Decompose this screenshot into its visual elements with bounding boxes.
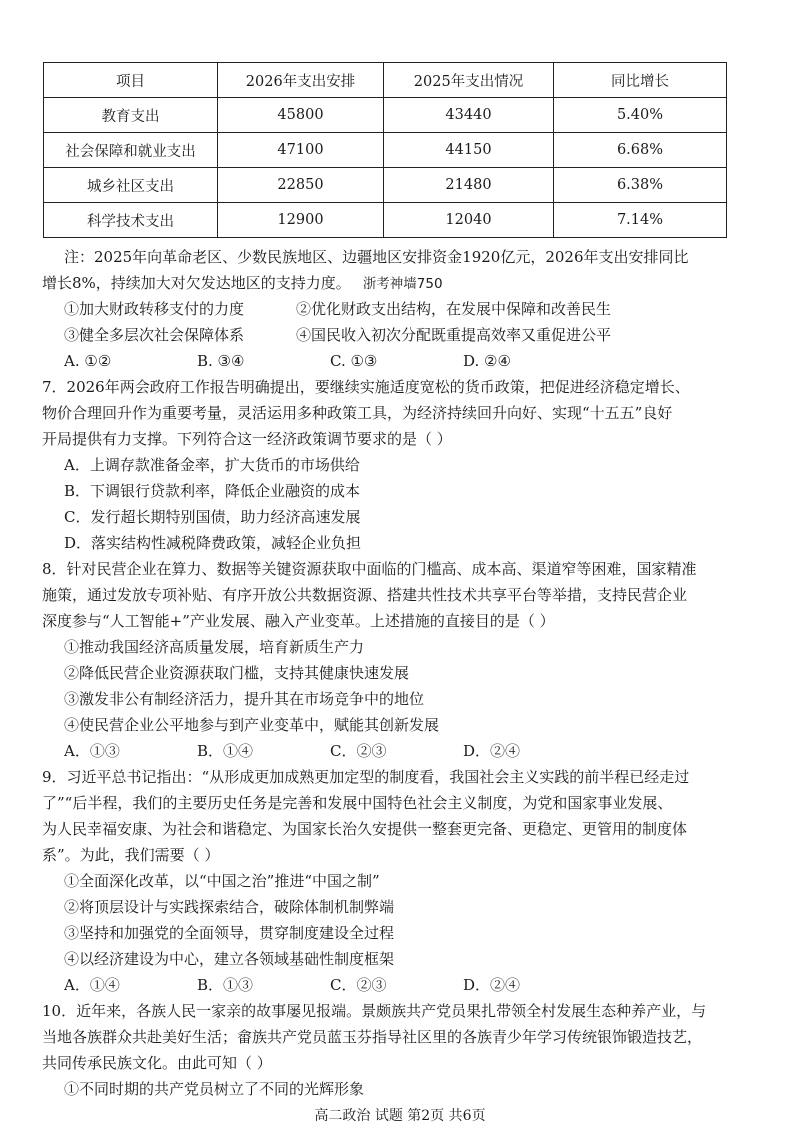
option-item: ③坚持和加强党的全面领导，贯穿制度建设全过程 (64, 924, 395, 942)
q7-stem-line: 开局提供有力支撑。下列符合这一经济政策调节要求的是（ ） (42, 430, 452, 448)
choice-a[interactable]: A．上调存款准备金率，扩大货币的市场供给 (64, 456, 360, 474)
header-cell: 2026年支出安排 (218, 63, 384, 98)
choice-b[interactable]: B．下调银行贷款利率，降低企业融资的成本 (64, 482, 361, 500)
choice-d[interactable]: D．②④ (463, 742, 521, 760)
header-cell: 同比增长 (554, 63, 727, 98)
table-cell: 47100 (218, 133, 384, 168)
table-note-line (42, 270, 760, 297)
q6-option-row (64, 322, 611, 348)
q9-stem-line: 9．习近平总书记指出：“从形成更加成熟更加定型的制度看，我国社会主义实践的前半程已经走过 (42, 768, 690, 786)
table-cell: 45800 (218, 98, 384, 133)
q8-stem-line: 8．针对民营企业在算力、数据等关键资源获取中面临的门槛高、成本高、渠道窄等困难，国家精准 (42, 560, 697, 578)
option-item: ③激发非公有制经济活力，提升其在市场竞争中的地位 (64, 690, 425, 708)
choice-d[interactable]: D．②④ (463, 976, 521, 994)
choice-c[interactable]: C. ①③ (330, 352, 378, 370)
q9-stem-line: 系”。为此，我们需要（ ） (42, 846, 220, 864)
option-item: ①不同时期的共产党员树立了不同的光辉形象 (64, 1080, 365, 1098)
header-cell: 项目 (44, 63, 218, 98)
option-item: ②降低民营企业资源获取门槛，支持其健康快速发展 (64, 664, 410, 682)
q6-option-row (64, 296, 611, 322)
option-item: ③健全多层次社会保障体系 (64, 326, 245, 344)
q6-choices (64, 348, 596, 374)
table-row (44, 203, 727, 238)
choice-b[interactable]: B. ③④ (197, 352, 245, 370)
table-row (44, 98, 727, 133)
table-cell: 12040 (384, 203, 554, 238)
q8-stem-line: 深度参与“人工智能+”产业发展、融入产业变革。上述措施的直接目的是（ ） (42, 612, 555, 630)
q9-stem-line: 了”“后半程，我们的主要历史任务是完善和发展中国特色社会主义制度，为党和国家事业发展、 (42, 794, 673, 812)
q8-choices (64, 738, 596, 764)
choice-d[interactable]: D．落实结构性减税降费政策，减轻企业负担 (64, 534, 362, 552)
choice-c[interactable]: C．②③ (330, 976, 387, 994)
header-cell: 2025年支出情况 (384, 63, 554, 98)
q8-stem-line: 施策，通过发放专项补贴、有序开放公共数据资源、搭建共性技术共享平台等举措，支持民营企业 (42, 586, 688, 604)
table-note-text: 增长8%，持续加大对欠发达地区的支持力度。 (42, 274, 351, 292)
table-cell: 21480 (384, 168, 554, 203)
table-cell: 城乡社区支出 (44, 168, 218, 203)
table-cell: 12900 (218, 203, 384, 238)
choice-a[interactable]: A．①③ (64, 742, 120, 760)
choice-b[interactable]: B．①④ (197, 742, 254, 760)
q9-stem-line: 为人民幸福安康、为社会和谐稳定、为国家长治久安提供一整套更完备、更稳定、更管用的制度体 (42, 820, 688, 838)
table-row (44, 133, 727, 168)
table-cell: 6.38% (554, 168, 727, 203)
choice-a[interactable]: A. ①② (64, 352, 112, 370)
choice-b[interactable]: B．①③ (197, 976, 254, 994)
choice-c[interactable]: C．②③ (330, 742, 387, 760)
table-cell: 6.68% (554, 133, 727, 168)
table-cell: 教育支出 (44, 98, 218, 133)
q10-stem-line: 共同传承民族文化。由此可知（ ） (42, 1054, 272, 1072)
table-cell: 22850 (218, 168, 384, 203)
q10-stem-line: 当地各族群众共赴美好生活；畲族共产党员蓝玉芬指导社区里的各族青少年学习传统银饰锻造技艺， (42, 1028, 703, 1046)
option-item: ①全面深化改革，以“中国之治”推进“中国之制” (64, 872, 380, 890)
option-item: ②优化财政支出结构，在发展中保障和改善民生 (296, 300, 612, 318)
table-cell: 社会保障和就业支出 (44, 133, 218, 168)
option-item: ①推动我国经济高质量发展，培育新质生产力 (64, 638, 365, 656)
option-item: ④使民营企业公平地参与到产业变革中，赋能其创新发展 (64, 716, 440, 734)
table-cell: 44150 (384, 133, 554, 168)
q9-choices (64, 972, 596, 998)
table-cell: 7.14% (554, 203, 727, 238)
choice-c[interactable]: C．发行超长期特别国债，助力经济高速发展 (64, 508, 361, 526)
q10-stem-line: 10．近年来，各族人民一家亲的故事屡见报端。景颇族共产党员果扎带领全村发展生态种养产业，与 (42, 1002, 707, 1020)
table-cell: 5.40% (554, 98, 727, 133)
q7-stem-line: 物价合理回升作为重要考量，灵活运用多种政策工具，为经济持续回升向好、实现“十五五”良好 (42, 404, 673, 422)
watermark-text: 浙考神墙750 (362, 276, 443, 292)
option-item: ④国民收入初次分配既重提高效率又重促进公平 (296, 326, 612, 344)
table-cell: 43440 (384, 98, 554, 133)
option-item: ①加大财政转移支付的力度 (64, 300, 245, 318)
option-item: ②将顶层设计与实践探索结合，破除体制机制弊端 (64, 898, 395, 916)
choice-a[interactable]: A．①④ (64, 976, 120, 994)
table-row (44, 168, 727, 203)
table-cell: 科学技术支出 (44, 203, 218, 238)
budget-table (43, 62, 727, 238)
q7-stem-line: 7．2026年两会政府工作报告明确提出，要继续实施适度宽松的货币政策，把促进经济稳定增长、 (42, 378, 690, 396)
table-note-line: 注：2025年向革命老区、少数民族地区、边疆地区安排资金1920亿元，2026年支出安排同比 (64, 248, 689, 266)
page-footer: 高二政治 试题 第2页 共6页 (314, 1108, 486, 1124)
choice-d[interactable]: D. ②④ (463, 352, 511, 370)
option-item: ④以经济建设为中心，建立各领域基础性制度框架 (64, 950, 395, 968)
table-header-row (44, 63, 727, 98)
